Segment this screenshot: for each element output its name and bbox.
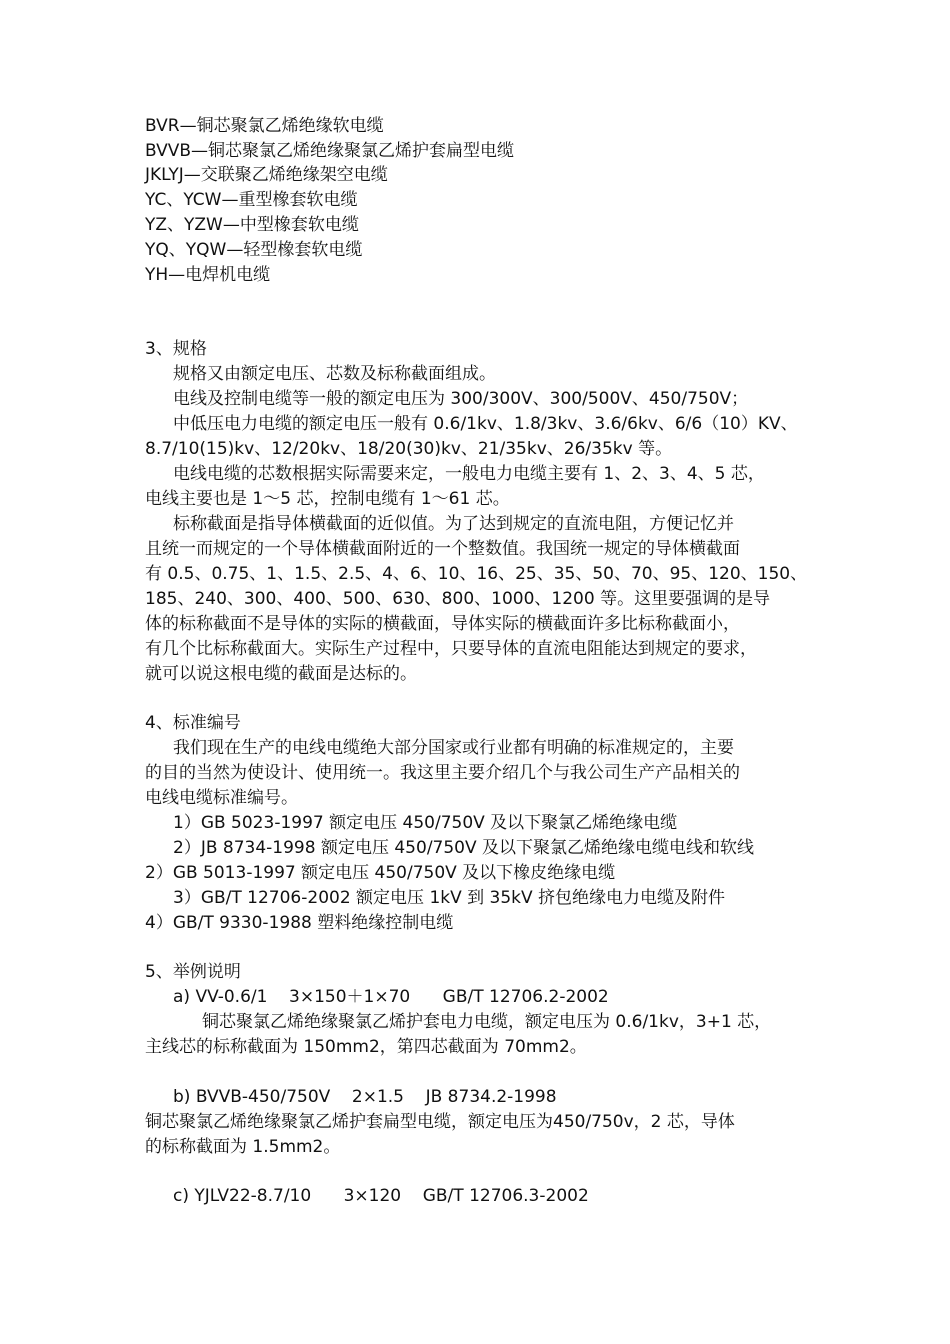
- standard-item: 1）GB 5023-1997 额定电压 450/750V 及以下聚氯乙烯绝缘电缆: [173, 813, 678, 833]
- paragraph-line: 185、240、300、400、500、630、800、1000、1200 等。这里要强调的是导: [145, 589, 771, 609]
- paragraph-line: 就可以说这根电缆的截面是达标的。: [145, 664, 417, 684]
- paragraph-line: 电线及控制电缆等一般的额定电压为 300/300V、300/500V、450/750V；: [173, 389, 749, 409]
- paragraph-line: 电线电缆标准编号。: [145, 788, 298, 808]
- standard-item: 2）GB 5013-1997 额定电压 450/750V 及以下橡皮绝缘电缆: [145, 863, 616, 883]
- type-line: YC、YCW—重型橡套软电缆: [145, 190, 358, 210]
- paragraph-line: 标称截面是指导体横截面的近似值。为了达到规定的直流电阻，方便记忆并: [173, 514, 734, 534]
- example-code: a) VV-0.6/1 3×150＋1×70 GB/T 12706.2-2002: [173, 987, 609, 1007]
- standard-item: 4）GB/T 9330-1988 塑料绝缘控制电缆: [145, 913, 454, 933]
- type-line: BVVB—铜芯聚氯乙烯绝缘聚氯乙烯护套扁型电缆: [145, 141, 515, 161]
- paragraph-line: 8.7/10(15)kv、12/20kv、18/20(30)kv、21/35kv、26/35kv 等。: [145, 439, 673, 459]
- example-description: 的标称截面为 1.5mm2。: [145, 1137, 341, 1157]
- example-code: b) BVVB-450/750V 2×1.5 JB 8734.2-1998: [173, 1087, 557, 1107]
- example-description: 铜芯聚氯乙烯绝缘聚氯乙烯护套扁型电缆，额定电压为450/750v，2 芯，导体: [145, 1112, 735, 1132]
- type-line: YH—电焊机电缆: [145, 265, 271, 285]
- paragraph-line: 且统一而规定的一个导体横截面附近的一个整数值。我国统一规定的导体横截面: [145, 539, 740, 559]
- paragraph-line: 体的标称截面不是导体的实际的横截面，导体实际的横截面许多比标称截面小，: [145, 614, 740, 634]
- paragraph-line: 我们现在生产的电线电缆绝大部分国家或行业都有明确的标准规定的，主要: [173, 738, 734, 758]
- paragraph-line: 有几个比标称截面大。实际生产过程中，只要导体的直流电阻能达到规定的要求，: [145, 639, 757, 659]
- paragraph-line: 中低压电力电缆的额定电压一般有 0.6/1kv、1.8/3kv、3.6/6kv、6/6（10）KV、: [173, 414, 798, 434]
- type-line: YZ、YZW—中型橡套软电缆: [145, 215, 359, 235]
- type-line: YQ、YQW—轻型橡套软电缆: [145, 240, 363, 260]
- example-description: 铜芯聚氯乙烯绝缘聚氯乙烯护套电力电缆，额定电压为 0.6/1kv，3+1 芯，: [202, 1012, 772, 1032]
- type-line: BVR—铜芯聚氯乙烯绝缘软电缆: [145, 116, 384, 136]
- section-heading: 4、标准编号: [145, 713, 241, 733]
- standard-item: 3）GB/T 12706-2002 额定电压 1kV 到 35kV 挤包绝缘电力电缆及附件: [173, 888, 726, 908]
- paragraph-line: 规格又由额定电压、芯数及标称截面组成。: [173, 364, 496, 384]
- example-code: c) YJLV22-8.7/10 3×120 GB/T 12706.3-2002: [173, 1186, 589, 1206]
- type-line: JKLYJ—交联聚乙烯绝缘架空电缆: [145, 165, 388, 185]
- section-heading: 5、举例说明: [145, 962, 241, 982]
- standard-item: 2）JB 8734-1998 额定电压 450/750V 及以下聚氯乙烯绝缘电缆电线和软线: [173, 838, 755, 858]
- section-heading: 3、规格: [145, 339, 207, 359]
- example-description: 主线芯的标称截面为 150mm2，第四芯截面为 70mm2。: [145, 1037, 587, 1057]
- paragraph-line: 有 0.5、0.75、1、1.5、2.5、4、6、10、16、25、35、50、70、95、120、150、: [145, 564, 808, 584]
- paragraph-line: 的目的当然为使设计、使用统一。我这里主要介绍几个与我公司生产产品相关的: [145, 763, 740, 783]
- paragraph-line: 电线主要也是 1～5 芯，控制电缆有 1～61 芯。: [145, 489, 510, 509]
- paragraph-line: 电线电缆的芯数根据实际需要来定，一般电力电缆主要有 1、2、3、4、5 芯，: [173, 464, 765, 484]
